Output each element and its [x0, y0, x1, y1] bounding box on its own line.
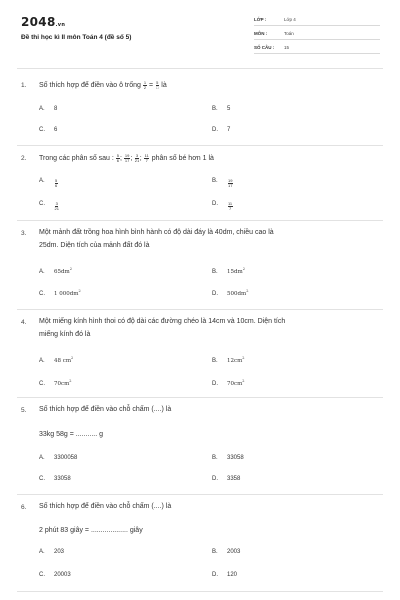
option-value: 20003 [54, 572, 71, 578]
option-value: 7 [227, 127, 231, 133]
question-number: 3. [21, 230, 27, 237]
question-text-before: Số thích hợp để điền vào ô trống [39, 82, 141, 89]
question-divider [17, 309, 383, 310]
option-value [227, 379, 245, 387]
option-letter: C. [39, 476, 45, 482]
site-logo[interactable] [21, 15, 65, 29]
question-text-line: Một mảnh đất trồng hoa hình bình hành có độ dài đáy là 40dm, chiều cao là [39, 229, 274, 236]
option-value: 33058 [227, 455, 244, 461]
logo-main: 2048 [21, 15, 56, 29]
option-letter: A. [39, 268, 45, 275]
option-value [227, 289, 248, 297]
option-fraction [55, 202, 59, 211]
question-text-line: Một miếng kính hình thoi có độ dài các đường chéo là 14cm và 10cm. Diện tích [39, 318, 286, 325]
option-value [54, 379, 72, 387]
option-letter: D. [212, 476, 218, 482]
option-letter: B. [212, 549, 218, 555]
option-letter: A. [39, 455, 45, 461]
option-b[interactable] [212, 106, 230, 112]
meta-label: MÔN : [254, 31, 268, 36]
option-b[interactable] [212, 356, 245, 364]
exponent: 2 [242, 379, 245, 383]
option-value [227, 267, 245, 275]
fraction-numerator: 5 [55, 178, 58, 183]
option-letter: C. [39, 201, 45, 207]
exponent: 2 [78, 289, 81, 293]
question-divider [17, 220, 383, 221]
option-letter: C. [39, 127, 45, 133]
exponent: 2 [71, 356, 74, 360]
option-letter: C. [39, 380, 45, 387]
option-c[interactable] [39, 476, 71, 482]
option-fraction [55, 179, 58, 188]
option-letter: B. [212, 455, 218, 461]
question-text-line: miếng kính đó là [39, 331, 91, 338]
option-value-text: 12cm [227, 357, 243, 364]
question-divider [17, 145, 383, 146]
option-a[interactable] [39, 267, 72, 275]
fraction-denominator: 2 [143, 84, 147, 90]
fraction-numerator: 5 [116, 152, 120, 158]
option-letter: D. [212, 201, 218, 207]
exponent: 2 [242, 356, 245, 360]
option-a[interactable] [39, 549, 64, 555]
question-text [39, 80, 369, 91]
option-value [54, 356, 73, 364]
fraction-denominator: 17 [124, 157, 130, 163]
fraction-numerator: 19 [228, 178, 233, 183]
question-expression: 2 phút 83 giây = ................... giây [39, 527, 143, 534]
option-fraction [228, 179, 233, 188]
option-value: 5 [227, 106, 231, 112]
exponent: 2 [242, 267, 245, 271]
meta-value: 15 [284, 45, 290, 50]
fraction [135, 154, 139, 163]
fraction-numerator: 19 [124, 152, 130, 158]
option-value-text: 65dm [54, 268, 70, 275]
fraction-denominator: 21 [134, 157, 140, 163]
question-expression: 33kg 58g = ........... g [39, 431, 104, 438]
question-divider [17, 397, 383, 398]
question-text-line: Số thích hợp để điền vào chỗ chấm (....) là [39, 406, 172, 413]
question-text-line: 25dm. Diện tích của mảnh đất đó là [39, 242, 150, 249]
question-divider [17, 591, 383, 592]
question-text-after: là [161, 82, 167, 89]
exponent: 2 [69, 379, 72, 383]
option-letter: D. [212, 572, 218, 578]
meta-value: Lớp 4 [284, 17, 296, 22]
option-a[interactable] [39, 356, 73, 364]
question-text-before: Trong các phân số sau : [39, 155, 114, 162]
option-c[interactable] [39, 201, 59, 211]
option-fraction [228, 202, 233, 211]
option-letter: D. [212, 127, 218, 133]
fraction [143, 81, 146, 90]
option-b[interactable] [212, 455, 244, 461]
option-letter: D. [212, 380, 218, 387]
fraction-numerator: 3 [55, 201, 58, 206]
fraction-denominator: 6 [116, 157, 120, 163]
option-d[interactable] [212, 379, 245, 387]
meta-row-count [254, 40, 380, 54]
option-letter: C. [39, 290, 45, 297]
option-value [54, 289, 81, 297]
fraction-numerator: 3 [135, 152, 139, 158]
option-letter: A. [39, 178, 45, 184]
fraction-denominator: 21 [54, 206, 59, 211]
option-letter: A. [39, 357, 45, 364]
fraction-numerator: 1 [143, 79, 147, 85]
option-letter: C. [39, 572, 45, 578]
option-c[interactable] [39, 127, 57, 133]
option-d[interactable] [212, 201, 233, 211]
option-value-text: 1 000dm [54, 290, 79, 297]
option-a[interactable] [39, 178, 58, 188]
option-value-text: 15dm [227, 268, 243, 275]
question-text-after: phân số bé hơn 1 là [151, 155, 214, 162]
meta-label: LỚP : [254, 17, 267, 22]
option-b[interactable] [212, 267, 245, 275]
option-value [227, 356, 245, 364]
fraction-numerator: 11 [228, 201, 233, 206]
option-value-text: 70cm [227, 380, 243, 387]
option-value [54, 267, 72, 275]
fraction [124, 154, 129, 163]
fraction-denominator: 7 [228, 206, 232, 211]
question-divider [17, 494, 383, 495]
option-d[interactable] [212, 572, 237, 578]
meta-row-subject [254, 26, 380, 40]
option-a[interactable] [39, 106, 57, 112]
meta-label: SỐ CÂU : [254, 45, 275, 50]
option-d[interactable] [212, 289, 248, 297]
option-letter: A. [39, 549, 45, 555]
question-number: 4. [21, 319, 27, 326]
fraction [156, 81, 159, 90]
exponent: 2 [246, 289, 249, 293]
question-number: 6. [21, 504, 27, 511]
option-value: 120 [227, 572, 238, 578]
option-value: 6 [54, 127, 58, 133]
option-c[interactable] [39, 289, 81, 297]
option-value: 3358 [227, 476, 241, 482]
fraction-denominator: 17 [228, 183, 233, 188]
fraction-denominator: □ [155, 84, 159, 90]
logo-suffix: .vn [55, 22, 66, 28]
page-header [0, 0, 400, 70]
option-value-text: 48 cm [54, 357, 72, 364]
fraction-numerator: 5 [156, 79, 159, 85]
option-letter: B. [212, 106, 218, 112]
option-a[interactable] [39, 455, 77, 461]
exam-title: Đề thi học kì II môn Toán 4 (đề số 5) [21, 34, 132, 41]
option-b[interactable] [212, 549, 240, 555]
option-value-text: 70cm [54, 380, 70, 387]
option-value: 3300058 [54, 455, 78, 461]
meta-row-class [254, 12, 380, 26]
option-letter: B. [212, 357, 218, 364]
fraction [116, 154, 119, 163]
exponent: 2 [69, 267, 72, 271]
option-value: 8 [54, 106, 58, 112]
option-value-text: 500dm [227, 290, 247, 297]
question-number: 1. [21, 82, 27, 89]
header-divider [17, 68, 383, 69]
option-letter: D. [212, 290, 218, 297]
option-letter: B. [212, 268, 218, 275]
question-text-line: Số thích hợp để điền vào chỗ chấm (....) là [39, 503, 172, 510]
equals-sign: = [149, 82, 154, 89]
meta-value: Toán [284, 31, 294, 36]
question-number: 2. [21, 155, 27, 162]
option-value: 203 [54, 549, 65, 555]
option-letter: A. [39, 106, 45, 112]
option-value: 33058 [54, 476, 71, 482]
option-c[interactable] [39, 572, 71, 578]
fraction [144, 154, 149, 163]
option-value: 2003 [227, 549, 241, 555]
fraction-denominator: 7 [145, 157, 148, 163]
option-letter: B. [212, 178, 218, 184]
option-d[interactable] [212, 476, 240, 482]
fraction-denominator: 6 [55, 183, 58, 188]
question-text: Trong các phân số sau : $\frac{5}{6}$ ; $\frac{19}{17}$ ; $\frac{3}{21}$ ; $\frac{11}{7}$ phân số bé hơn 1 là [39, 152, 214, 163]
option-d[interactable] [212, 127, 230, 133]
fraction-numerator: 11 [144, 152, 149, 158]
option-b[interactable] [212, 178, 233, 188]
option-c[interactable] [39, 379, 72, 387]
question-number: 5. [21, 407, 27, 414]
